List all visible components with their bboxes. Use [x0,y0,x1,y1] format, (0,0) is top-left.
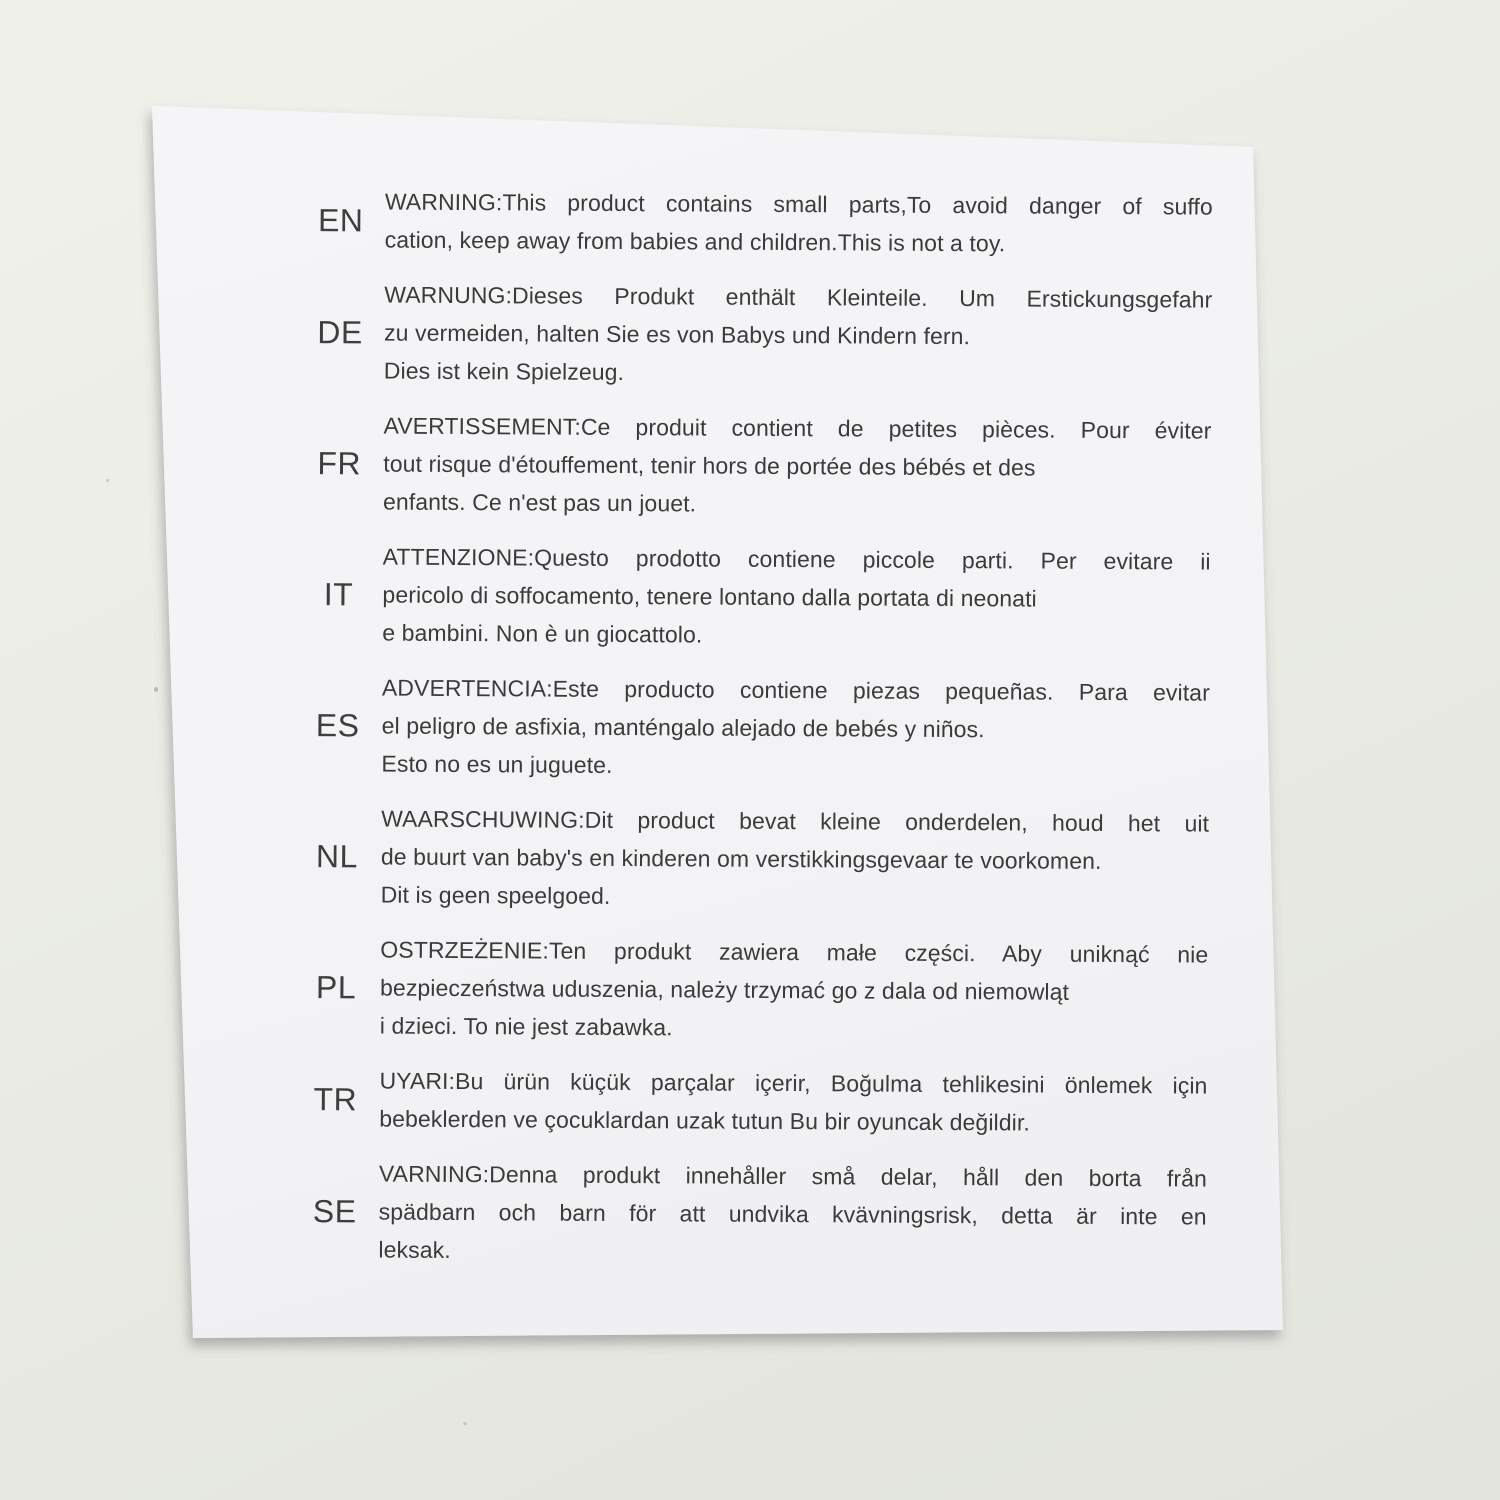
language-section-de [296,275,1213,395]
warning-line: enfants. Ce n'est pas un jouet. [382,488,697,517]
dust-speck [463,1422,467,1425]
warning-line: WARNUNG:Dieses Produkt enthält Kleinteile. Um Erstickungsgefahr [384,281,1213,313]
warning-line: de buurt van baby's en kinderen om verstikkingsgevaar te voorkomen. [380,843,1102,874]
warning-line: OSTRZEŻENIE:Ten produkt zawiera małe części. Aby uniknąć nie [380,936,1209,968]
warning-paragraph [385,183,1213,264]
language-code-label: TR [313,1080,358,1117]
warning-line: i dzieci. To nie jest zabawka. [379,1012,673,1041]
language-section-se [290,1154,1207,1274]
language-section-es [293,668,1210,788]
warning-line: bebeklerden ve çocuklardan uzak tutun Bu bir oyuncak değildir. [379,1105,1030,1136]
warning-paragraph [379,1062,1207,1143]
language-section-en [297,182,1213,264]
warning-line: tout risque d'étouffement, tenir hors de portée des bébés et des [383,450,1036,481]
warning-line: spädbarn och barn för att undvika kvävningsrisk, detta är inte en [378,1198,1207,1230]
warning-line: bezpieczeństwa uduszenia, należy trzymać go z dala od niemowląt [380,974,1070,1005]
warning-line: ATTENZIONE:Questo prodotto contiene piccole parti. Per evitare ii [382,543,1211,575]
warning-paragraph [380,931,1209,1050]
language-code-label: SE [312,1192,357,1229]
warning-line: UYARI:Bu ürün küçük parçalar içerir, Boğulma tehlikesini önlemek için [379,1067,1208,1099]
language-section-it [294,537,1211,657]
warning-paragraph [381,800,1210,919]
warning-paragraph [378,1155,1207,1274]
warning-line: WAARSCHUWING:Dit product bevat kleine onderdelen, houd het uit [381,805,1210,837]
warning-paragraph [383,407,1212,526]
warning-line: el peligro de asfixia, manténgalo alejado de bebés y niños. [381,712,985,743]
warning-line: VARNING:Denna produkt innehåller små delar, håll den borta från [378,1160,1208,1192]
language-code-label: ES [315,706,360,743]
warning-line: WARNING:This product contains small parts,To avoid danger of suffo [384,188,1213,220]
warning-line: cation, keep away from babies and children.This is not a toy. [384,226,1006,257]
warning-paragraph [384,276,1213,395]
language-section-fr [295,406,1212,526]
dust-speck [106,479,109,482]
warning-paragraph [381,669,1210,788]
warning-paragraph [382,538,1211,657]
language-code-label: IT [323,575,354,612]
warning-line: AVERTISSEMENT:Ce produit contient de petites pièces. Pour éviter [383,412,1212,444]
language-code-label: EN [317,201,364,238]
language-section-tr [291,1061,1207,1143]
language-section-nl [293,799,1210,919]
warning-line: Dies ist kein Spielzeug. [383,357,625,386]
language-code-label: DE [317,313,363,350]
warning-line: ADVERTENCIA:Este producto contiene piezas pequeñas. Para evitar [381,674,1210,706]
dust-speck [154,687,158,692]
warning-line: pericolo di soffocamento, tenere lontano dalla portata di neonati [382,581,1037,612]
warning-line: e bambini. Non è un giocattolo. [382,619,703,648]
language-code-label: PL [315,968,357,1005]
warning-text-block [290,182,1213,1291]
warning-line: Esto no es un juguete. [381,750,613,778]
language-section-pl [292,930,1209,1050]
warning-line: Dit is geen speelgoed. [380,881,611,909]
warning-line: leksak. [378,1236,451,1263]
language-code-label: FR [317,444,362,481]
warning-line: zu vermeiden, halten Sie es von Babys und Kindern fern. [384,319,971,350]
language-code-label: NL [315,837,358,874]
